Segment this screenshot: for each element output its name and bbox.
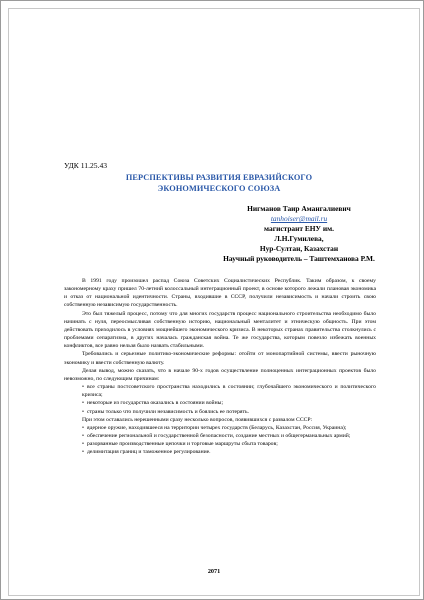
bullet-icon: •	[82, 400, 84, 407]
author-name: Нигманов Таир Амангалиевич	[247, 204, 351, 213]
list-item	[64, 440, 376, 448]
author-block	[214, 204, 384, 264]
document-page	[8, 8, 420, 596]
paragraph: В 1991 году произошел распад Союза Советских Социалистических Республик. Таким образом, к своему закономерному краху пришел 70-летний колоссальный интеграционный проект, в основе которого лежали плановая экономика и отказ от национальной идентичности. Страны, входившие в СССР, получили независимость и начали строить свою собственную независимую государственность.	[64, 278, 376, 309]
paragraph: Делая вывод, можно сказать, что в начале 90-х годов осуществление полноценных интеграционных проектов было невозможно, по следующим причинам:	[64, 367, 376, 382]
list-item	[64, 399, 376, 407]
list-item	[64, 448, 376, 456]
paragraph: Требовались и серьезные политико-экономические реформы: отойти от монопартийной системы, ввести рыночную экономику и ввести собственную валюту.	[64, 351, 376, 366]
author-email-link[interactable]: tanhoiser@mail.ru	[270, 214, 328, 223]
list-item	[64, 383, 376, 399]
list-item-text: страны только что получили независимость и боялись ее потерять.	[87, 408, 250, 415]
list-item-text: делимитация границ и таможенное регулирование.	[87, 449, 211, 456]
list-item-text: разорванные производственные цепочки и торговые маршруты сбыта товаров;	[87, 441, 278, 448]
author-affiliation-line1: магистрант ЕНУ им.	[264, 224, 334, 233]
list-item-text: все страны постсоветского пространства находились в состоянии; глубочайшего экономического и политического кризиса;	[82, 384, 376, 399]
bullet-icon: •	[82, 424, 84, 431]
list-item	[64, 432, 376, 440]
author-location: Нур-Султан, Казахстан	[259, 244, 339, 253]
article-body	[64, 277, 376, 456]
bullet-icon: •	[82, 384, 84, 391]
list-item-text: обеспечение региональной и государственной безопасности, создание местных и общегерманальных армий;	[87, 432, 351, 439]
list-item	[64, 408, 376, 416]
page-number: 2071	[207, 568, 221, 575]
bullet-icon: •	[82, 441, 84, 448]
supervisor: Научный руководитель – Таштемханова Р.М.	[223, 254, 375, 263]
bullet-icon: •	[82, 449, 84, 456]
list-item	[64, 424, 376, 432]
author-affiliation-line2: Л.Н.Гумилева,	[274, 234, 324, 243]
bullet-icon: •	[82, 432, 84, 439]
list-item-text: ядерное оружие, находившееся на территории четырех государств (Беларусь, Казахстан, Россия, Украина);	[87, 424, 347, 431]
udk-code: УДК 11.25.43	[64, 161, 108, 170]
article-title: ПЕРСПЕКТИВЫ РАЗВИТИЯ ЕВРАЗИЙСКОГО ЭКОНОМИЧЕСКОГО СОЮЗА	[125, 173, 313, 193]
paragraph: При этом оставались нерешенными сразу несколько вопросов, появившихся с развалом СССР:	[82, 416, 313, 423]
paragraph: Это был тяжелый процесс, потому что для многих государств процесс национального строительства необходимо было начинать с нуля, переосмысливая собственную историю, национальный менталитет и этническую общность. При этом действовать приходилось в условиях мощнейшего экономического кризиса. В некоторых странах правительства столкнулись с проблемами сепаратизма, в других началась гражданская война. Те же государства, которым повезло избежать военных конфликтов, все равно нельзя было назвать стабильными.	[64, 310, 376, 350]
list-item-text: некоторые из государства оказались в состоянии войны;	[87, 400, 224, 407]
bullet-icon: •	[82, 408, 84, 415]
